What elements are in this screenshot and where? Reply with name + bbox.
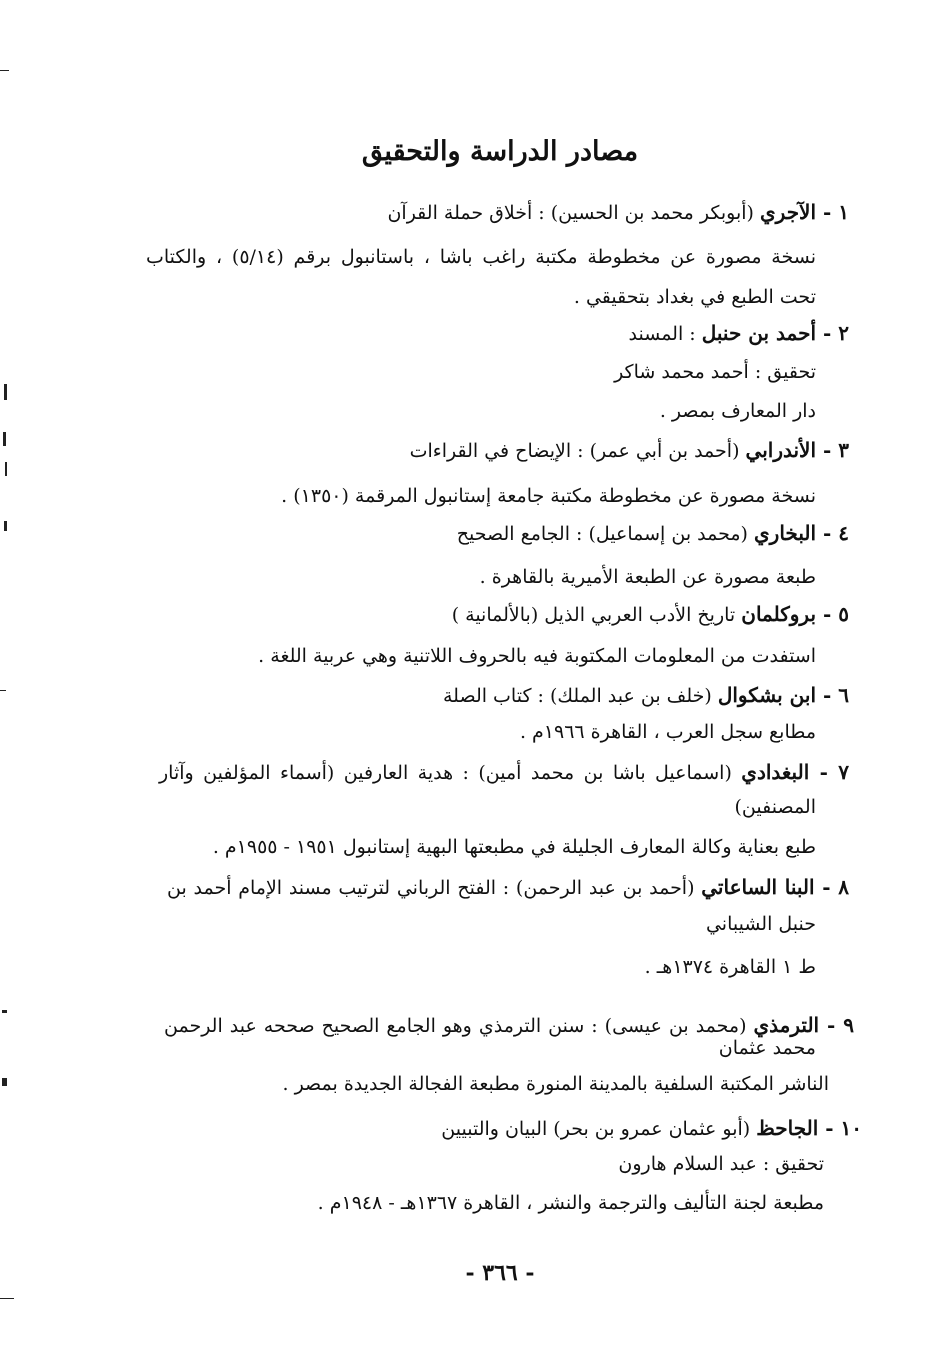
entry-number: ٩ - xyxy=(827,1013,855,1037)
entry-number: ١ - xyxy=(822,200,849,224)
entry-author: ابن بشكوال xyxy=(717,683,817,707)
entry-1-note: نسخة مصورة عن مخطوطة مكتبة راغب باشا ، باستانبول برقم (٥/١٤) ، والكتاب xyxy=(146,246,816,268)
entry-8-note: ط ١ القاهرة ١٣٧٤هـ . xyxy=(644,956,816,978)
entry-10-heading xyxy=(441,1114,862,1143)
scan-mark xyxy=(2,1010,7,1013)
entry-1-heading xyxy=(387,198,849,227)
entry-title: (محمد بن عيسى) : سنن الترمذي وهو الجامع الصحيح صححه عبد الرحمن xyxy=(164,1015,754,1037)
entry-title: (اسماعيل باشا بن محمد أمين) : هدية العارفين (أسماء المؤلفين وآثار xyxy=(159,762,742,784)
entry-number: ١٠ - xyxy=(825,1116,862,1140)
entry-8-heading xyxy=(167,873,849,902)
scan-mark xyxy=(4,521,7,531)
entry-title: (أحمد بن عبد الرحمن) : الفتح الرباني لترتيب مسند الإمام أحمد بن xyxy=(167,877,702,899)
entry-title: (محمد بن إسماعيل) : الجامع الصحيح xyxy=(456,523,754,545)
entry-number: ٥ - xyxy=(822,602,849,626)
entry-2-note: دار المعارف بمصر . xyxy=(659,400,816,422)
entry-author: الجاحظ xyxy=(756,1116,819,1140)
entry-10-note: تحقيق : عبد السلام هارون xyxy=(618,1153,824,1175)
entry-author: الأندرابي xyxy=(745,438,817,462)
entry-6-note: مطابع سجل العرب ، القاهرة ١٩٦٦م . xyxy=(519,721,816,743)
scan-mark xyxy=(2,1078,7,1086)
entry-5-note: استفدت من المعلومات المكتوبة فيه بالحروف اللاتنية وهي عربية اللغة . xyxy=(258,645,816,667)
entry-title: تاريخ الأدب العربي الذيل (بالألمانية ) xyxy=(451,604,742,626)
scan-mark xyxy=(0,690,6,691)
entry-7-heading xyxy=(159,758,849,787)
entry-title: (أبوبكر محمد بن الحسين) : أخلاق حملة القرآن xyxy=(387,202,760,224)
entry-8-continuation: حنبل الشيباني xyxy=(705,913,816,935)
entry-author: الترمذي xyxy=(753,1013,820,1037)
entry-4-heading xyxy=(457,519,849,548)
entry-title: (خلف بن عبد الملك) : كتاب الصلة xyxy=(442,685,718,707)
entry-author: بروكلمان xyxy=(741,602,817,626)
entry-number: ٤ - xyxy=(822,521,849,545)
entry-6-heading xyxy=(443,681,849,710)
entry-title: (أبو عثمان عمرو بن بحر) البيان والتبيين xyxy=(441,1118,757,1140)
entry-2-note: تحقيق : أحمد محمد شاكر xyxy=(614,361,816,383)
entry-10-note: مطبعة لجنة التأليف والترجمة والنشر ، القاهرة ١٣٦٧هـ - ١٩٤٨م . xyxy=(317,1192,824,1214)
entry-3-heading xyxy=(410,436,849,465)
entry-3-note: نسخة مصورة عن مخطوطة مكتبة جامعة إستانبول المرقمة (١٣٥٠) . xyxy=(281,485,816,507)
entry-author: البنا الساعاتي xyxy=(701,875,815,899)
page-title: مصادر الدراسة والتحقيق xyxy=(361,136,639,167)
scan-mark xyxy=(4,384,7,400)
page-number: - ٣٦٦ - xyxy=(465,1260,535,1286)
scan-mark xyxy=(5,462,7,476)
entry-9-continuation: محمد عثمان xyxy=(718,1037,816,1059)
scan-mark xyxy=(0,70,9,71)
scan-mark xyxy=(3,432,6,446)
entry-title: : المسند xyxy=(628,323,702,345)
entry-9-note: الناشر المكتبة السلفية بالمدينة المنورة مطبعة الفجالة الجديدة بمصر . xyxy=(282,1073,829,1095)
entry-author: البغدادي xyxy=(741,760,810,784)
entry-7-note: طبع بعناية وكالة المعارف الجليلة في مطبعتها البهية إستانبول ١٩٥١ - ١٩٥٥م . xyxy=(212,836,816,858)
entry-number: ٧ - xyxy=(819,760,849,784)
entry-5-heading xyxy=(452,600,849,629)
entry-number: ٢ - xyxy=(822,321,849,345)
entry-author: الآجري xyxy=(760,200,817,224)
entry-1-note: تحت الطبع في بغداد بتحقيقي . xyxy=(573,286,816,308)
entry-title: (أحمد بن أبي عمر) : الإيضاح في القراءات xyxy=(409,440,746,462)
entry-2-heading xyxy=(629,319,849,348)
scan-mark xyxy=(0,1298,14,1299)
entry-number: ٦ - xyxy=(822,683,849,707)
entry-number: ٨ - xyxy=(822,875,849,899)
entry-author: أحمد بن حنبل xyxy=(701,321,817,345)
entry-4-note: طبعة مصورة عن الطبعة الأميرية بالقاهرة . xyxy=(479,566,816,588)
entry-7-continuation: المصنفين) xyxy=(734,796,816,818)
entry-number: ٣ - xyxy=(822,438,849,462)
entry-author: البخاري xyxy=(754,521,817,545)
